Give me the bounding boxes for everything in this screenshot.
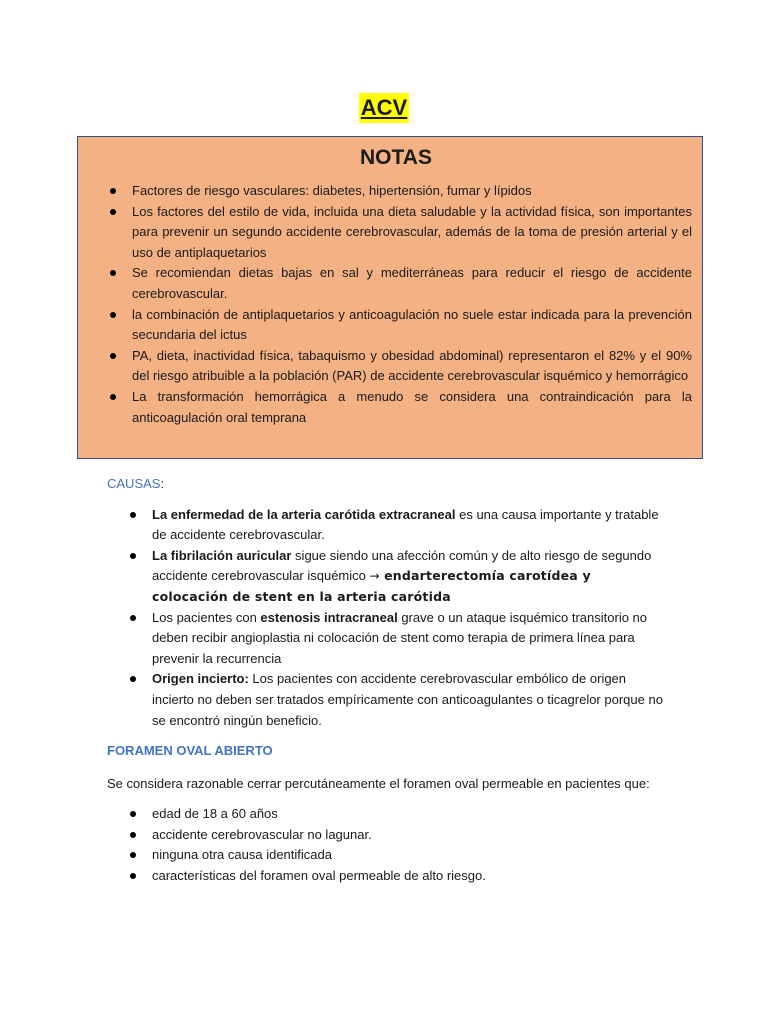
list-item: Los factores del estilo de vida, incluida una dieta saludable y la actividad física, son importantes para prevenir un segundo accidente cerebrovascular, además de la toma de presión arterial y el uso de antiplaquetarios — [100, 202, 692, 264]
list-item: Los pacientes con estenosis intracraneal grave o un ataque isquémico transitorio no deben recibir angioplastia ni colocación de stent como terapia de primera línea para prevenir la recurrencia — [107, 608, 667, 670]
bullet-icon — [130, 615, 136, 621]
bullet-icon — [130, 811, 136, 817]
list-item: La fibrilación auricular sigue siendo una afección común y de alto riesgo de segundo accidente cerebrovascular isquémico → endarterectomía carotídea y colocación de stent en la arteria carótida — [107, 546, 667, 608]
causas-section — [107, 474, 667, 731]
list-item: la combinación de antiplaquetarios y anticoagulación no suele estar indicada para la prevención secundaria del ictus — [100, 305, 692, 346]
bullet-icon — [110, 188, 116, 194]
foramen-label: FORAMEN OVAL ABIERTO — [107, 743, 273, 758]
title-wrapper — [0, 93, 768, 123]
bullet-icon — [130, 852, 136, 858]
notes-box — [77, 136, 703, 459]
notes-heading: NOTAS — [360, 146, 432, 169]
notes-list — [100, 181, 692, 428]
bullet-icon — [130, 553, 136, 559]
list-item: edad de 18 a 60 años — [107, 804, 667, 825]
bullet-icon — [110, 394, 116, 400]
bullet-icon — [130, 873, 136, 879]
list-item: La transformación hemorrágica a menudo se considera una contraindicación para la anticoagulación oral temprana — [100, 387, 692, 428]
arrow-right-icon: → — [369, 569, 380, 584]
list-item: La enfermedad de la arteria carótida extracraneal es una causa importante y tratable de accidente cerebrovascular. — [107, 505, 667, 546]
bullet-icon — [130, 676, 136, 682]
causas-colon: : — [160, 476, 165, 491]
bullet-icon — [110, 312, 116, 318]
page-title: ACV — [359, 93, 409, 123]
foramen-intro: Se considera razonable cerrar percutáneamente el foramen oval permeable en pacientes que: — [107, 775, 650, 791]
list-item: Factores de riesgo vasculares: diabetes, hipertensión, fumar y lípidos — [100, 181, 692, 202]
list-item: Se recomiendan dietas bajas en sal y mediterráneas para reducir el riesgo de accidente cerebrovascular. — [100, 263, 692, 304]
list-item: características del foramen oval permeable de alto riesgo. — [107, 866, 667, 887]
list-item: PA, dieta, inactividad física, tabaquismo y obesidad abdominal) representaron el 82% y el 90% del riesgo atribuible a la población (PAR) de accidente cerebrovascular isquémico y hemorrágico — [100, 346, 692, 387]
bullet-icon — [110, 353, 116, 359]
causas-heading — [107, 474, 667, 495]
bullet-icon — [110, 270, 116, 276]
foramen-list — [107, 804, 667, 886]
bullet-icon — [130, 512, 136, 518]
bullet-icon — [130, 832, 136, 838]
causas-label: CAUSAS — [107, 476, 161, 491]
list-item: ninguna otra causa identificada — [107, 845, 667, 866]
foramen-section — [107, 741, 667, 887]
causas-list — [107, 505, 667, 732]
list-item: Origen incierto: Los pacientes con accidente cerebrovascular embólico de origen incierto no deben ser tratados empíricamente con anticoagulantes o ticagrelor porque no se encontró ningún beneficio. — [107, 669, 667, 731]
bullet-icon — [110, 209, 116, 215]
list-item: accidente cerebrovascular no lagunar. — [107, 825, 667, 846]
